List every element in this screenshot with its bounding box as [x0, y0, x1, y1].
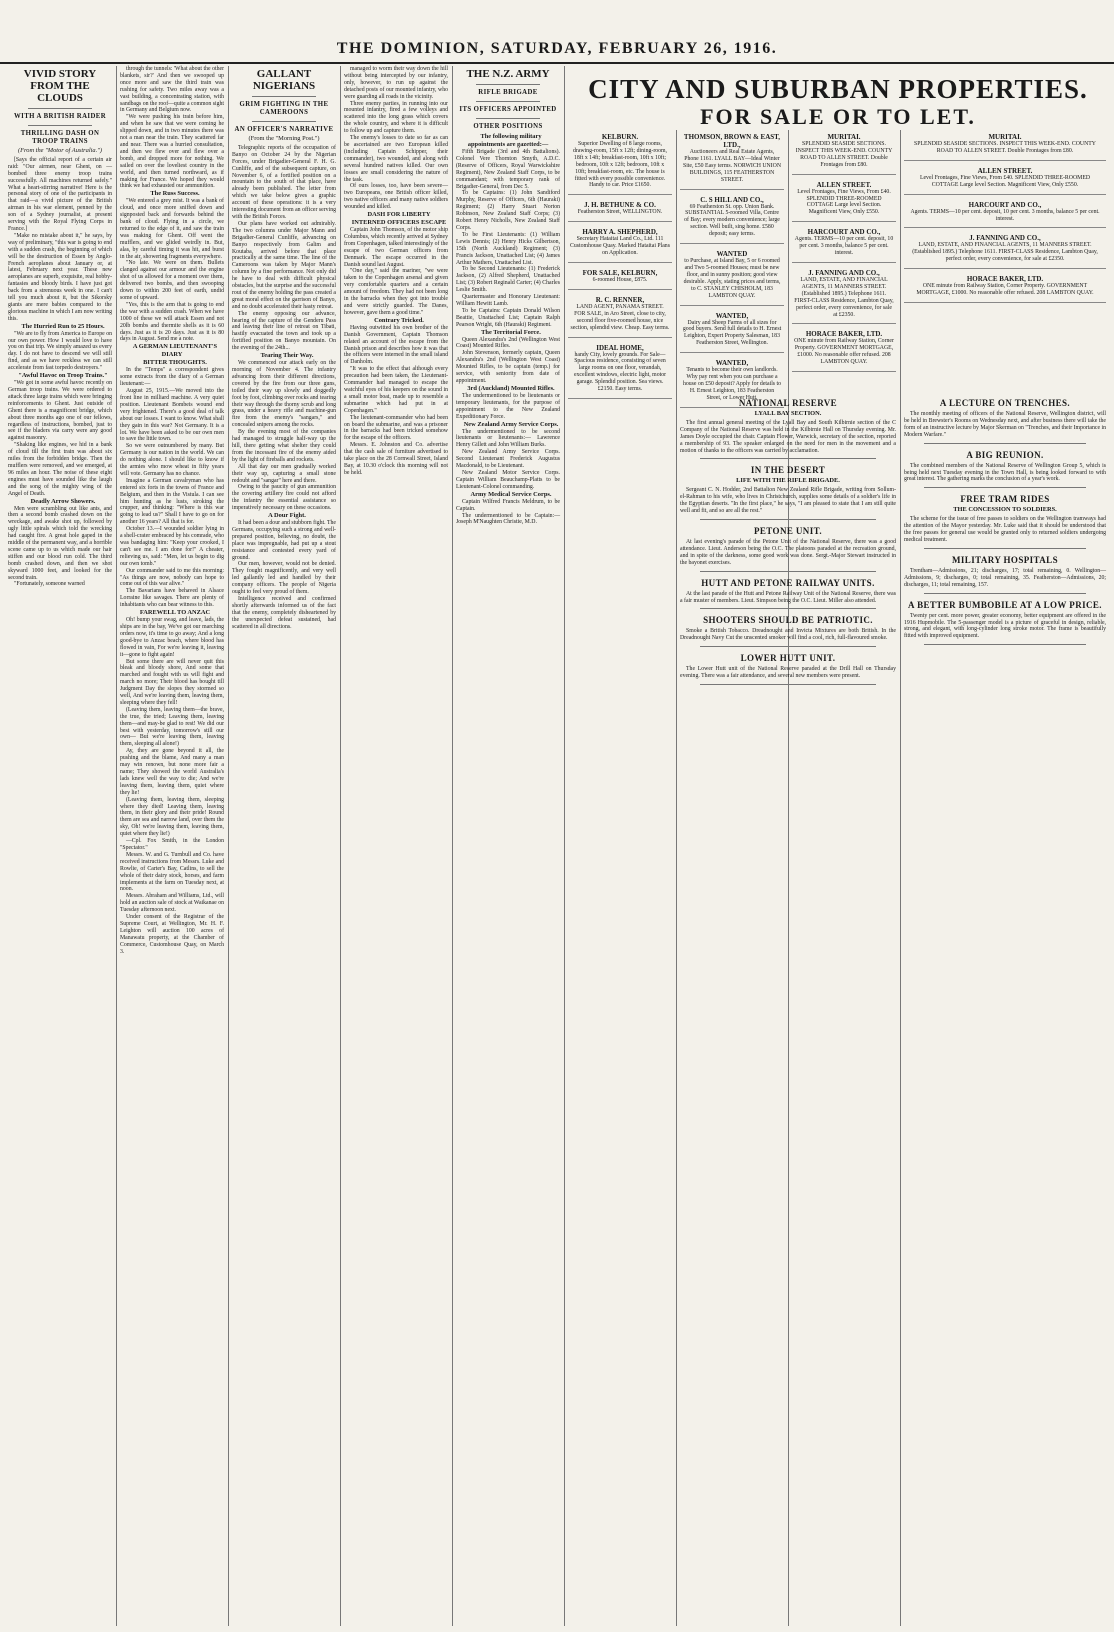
paragraph: John Stevenson, formerly captain, Queen Alexandra's 2nd (Wellington West Coast) Mounted Rifles, to be captain (temp.) for service, with seniority from date of appointment.	[456, 350, 560, 384]
paragraph: The lieutenant-commander who had been on board the submarine, and was a prisoner in the barracks had been tricked somehow for the escape of the officers.	[344, 414, 448, 442]
article-subtitle: LYALL BAY SECTION.	[754, 410, 822, 417]
paragraph: Our plans have worked out admirably. The two columns under Major Mann and Brigadier-General Cunliffe, advancing on Banyo respectively from Galim and Koutaba, arrived before that place practically at the same time. The line of the Cameroons was taken by Major Mann's column by a fine performance. Not only did he have to deal with difficult physical obstacles, but the surprise and the successful rout of the enemy holding the pass created a great moral effect on the garrison of Banyo, and no doubt accelerated their hasty retreat.	[232, 220, 336, 310]
section-subheading: The Hurried Run to 25 Hours.	[21, 322, 105, 330]
column-rule	[452, 66, 453, 1626]
paragraph: Having outwitted his own brother of the Danish Government, Captain Thomson related an account of the escape from the Danish prison and describes how it was that the officers were interned in the small island of Danholm.	[344, 324, 448, 366]
ad-advertiser: MURITAI.	[827, 133, 861, 141]
classified-ad	[680, 193, 784, 245]
classified-ad	[792, 266, 896, 324]
paragraph: Messrs. E. Johnston and Co. advertise that the cash sale of furniture advertised to take place on the 28 Cornwall Street, Island Bay, at 10.30 o'clock this morning will not be held.	[344, 442, 448, 476]
paragraph: Messrs. Abraham and Williams, Ltd., will hold an auction sale of stock at Waikanae on Tuesday afternoon next.	[120, 893, 224, 914]
section-subheading: The following military appointments are gazetted:—	[467, 133, 549, 148]
paragraph: "It was to the effect that although every precaution had been taken, the Lieutenant-Commander had managed to escape the watchful eyes of his keepers on the sound in a small motor boat, made up to resemble a submarine which had put in at Copenhagen."	[344, 366, 448, 414]
paragraph: Our men, however, would not be denied. They fought magnificently, and very well led gallantly led and handled by their company officers. The people of Nigeria ought to feel very proud of them.	[232, 561, 336, 596]
section-subheading: New Zealand Army Service Corps.	[463, 420, 559, 428]
column-2	[120, 66, 224, 1626]
article-body	[8, 157, 112, 588]
paragraph: Ay, they are gone beyond it all, the pushing and the blame, And many a man may win renown, but none more fair a name; They showed the world Australia's lads knew well the way to die; And we're leaving them, leaving them, quiet where they lie!	[120, 748, 224, 796]
news-articles-right	[904, 396, 1106, 1626]
headline-nz-army: THE N.Z. ARMY	[466, 68, 550, 80]
paragraph: (Leaving them, leaving them—the brave, the true, the tried; Leaving them, leaving them—and may-be glad to rest! We did our best with yesterday, tomorrow's still our own— But we're leaving them, leaving them, sleeping all alone!)	[120, 706, 224, 748]
column-4	[344, 66, 448, 1626]
section-subheading: Contrary Tricked.	[374, 316, 424, 324]
masthead-rule	[0, 62, 1114, 64]
news-articles-middle	[680, 396, 896, 1626]
article-text: The Lower Hutt unit of the National Reserve paraded at the Drill Hall on Thursday evening. There was a fair attendance, and several new members were present.	[680, 666, 896, 680]
news-article	[680, 653, 896, 685]
subhead-officers-appointed: ITS OFFICERS APPOINTED	[459, 106, 557, 113]
paragraph: To be Captains: (1) John Sandiford Murphy, Reserve of Officers, 6th (Hauraki) Regiment; (2) Harry Stuart Norton Robinson, New Zealand Staff Corps; (3) Robert Henry Nicholls, New Zealand Staff Corps.	[456, 190, 560, 231]
ad-text: Featherston Street, WELLINGTON.	[577, 209, 663, 216]
ad-text: Dairy and Sheep Farms of all sizes for good buyers. Send full details to H. Ernest Leighton, Expert Property Salesman, 183 Featherston Street, Wellington.	[682, 319, 782, 347]
paragraph: We commenced our attack early on the morning of November 4. The infantry advancing from their different directions, covered by the fire from our three guns, toiled their way up slowly and doggedly foot by foot, climbing over rocks and tearing their way through the thorny scrub and long grass, under a heavy rifle and machine-gun fire from the enemy's "sangars," and concealed snipers among the rocks.	[232, 360, 336, 429]
paragraph: "We are to fly from America to Europe on our own power. How I would love to have you on that trip. We simply amazed us every day. I do not have to descend we will still find, and as we have reckless we can still accelerate from fast torpedo destroyers."	[8, 330, 112, 372]
article-text: At the last parade of the Hutt and Petone Railway Unit of the National Reserve, there was a fair muster of members. Lieut. Simpson being the O.C. Lieut. Miller also attended.	[680, 590, 896, 604]
news-article	[904, 450, 1106, 489]
classified-ad	[680, 309, 784, 354]
section-subheading: A Dour Fight.	[268, 512, 306, 520]
article-text: The monthly meeting of officers of the National Reserve, Wellington district, will be held in Brewster's Rooms on Wednesday next, and after business there will take the form of an instructive lecture by Major Skerman on "Trenches, and their Importance in Modern Warfare."	[904, 411, 1106, 438]
column-rule	[228, 66, 229, 1626]
column-rule	[564, 66, 565, 1626]
classified-ad	[680, 130, 784, 190]
article-text: Trentham—Admissions, 21; discharges, 17; total remaining, 0. Wellington—Admissions, 9; discharges, 0; total remaining, 35. Featherston—Admissions, 20; discharges, 11; total remaining, 157.	[904, 567, 1106, 588]
paragraph: All that day our men gradually worked their way up, capturing a small stone redoubt and "sangar" here and there.	[232, 463, 336, 484]
ad-text: 69 Featherston St. opp. Union Bank. SUBSTANTIAL 5-roomed Villa, Centre of Bay; every modern convenience; large section. Well built, sing home. £580 deposit; easy terms.	[684, 203, 780, 238]
article-title: MILITARY HOSPITALS	[952, 554, 1058, 565]
news-article	[904, 494, 1106, 549]
paragraph: The enemy opposing our advance, hearing of the capture of the Genderu Pass and leaving their line of retreat on Tibati, hastily evacuated the town and took up a fortified position on Banyo mountain. On the evening of the 24th...	[232, 310, 336, 352]
ad-text: handy City, lovely grounds. For Sale—Spacious residence, consisting of seven large rooms on one floor, verandah, excellent windows, electric light, motor garage. Splendid position. Sea views. £2150. Easy terms.	[573, 351, 667, 393]
paragraph: "Fortunately, someone warned	[14, 581, 85, 588]
subhead-cameroons: GRIM FIGHTING IN THE CAMEROONS	[239, 101, 329, 116]
headline-gallant-nigerians: GALLANT NIGERIANS	[252, 68, 316, 92]
ad-text: 6-roomed House, £875.	[592, 276, 648, 283]
ad-advertiser: ALLEN STREET.	[977, 166, 1033, 175]
ad-text: Tenants to become their own landlords. Why pay rent when you can purchase a house on £50 deposit? Apply for details to H. Ernest Leighton, 183 Featherston Street, or Lower Hutt.	[682, 367, 782, 401]
ad-text: LAND AGENT, PANAMA STREET. FOR SALE, in Aro Street, close to city, second floor five-roomed house, nice section, splendid view. Cheap. Easy terms.	[570, 303, 670, 331]
paragraph: "Shaking like engines, we hid in a bank of cloud till the first train was about six miles from the forbidden bridge. Then the mufflers were removed, and we emerged, at 96 miles an hour. The noise of these eight engines must have sounded like the laugh and the song of the mighty wing of the Angel of Death.	[8, 442, 112, 497]
article-title: SHOOTERS SHOULD BE PATRIOTIC.	[703, 615, 873, 626]
article-title: A LECTURE ON TRENCHES.	[939, 398, 1071, 408]
subhead-troop-trains: THRILLING DASH ON TROOP TRAINS	[20, 130, 100, 145]
ad-advertiser: J. FANNING AND CO.,	[808, 268, 880, 277]
news-article	[904, 555, 1106, 594]
column-rule	[676, 130, 677, 1626]
article-title: A BIG REUNION.	[966, 449, 1044, 460]
source-line: (From the "Morning Post.")	[248, 135, 320, 142]
classified-ads-far-right	[904, 130, 1106, 390]
ad-advertiser: WANTED,	[715, 311, 749, 320]
section-subheading: 3rd (Auckland) Mounted Rifles.	[467, 384, 555, 392]
paragraph: Three enemy parties, in running into our mounted infantry, fired a few volleys and scattered into the long grass which covers the whole country, and where it is difficult to follow up and capture them.	[344, 100, 448, 135]
paragraph: The Bavarians have behaved in Alsace Lorraine like savages. There are plenty of inhabitants who can bear witness to this.	[120, 588, 224, 609]
article-text: Twenty per cent. more power, greater economy, better equipment are offered in the 1916 Hupmobile. The 5-passenger model is a picture of graceful in design, reliable, strong, and elegant, with long-cylinder long stroke motor. The frame is beautifully fitted with improved equipment.	[904, 612, 1106, 640]
ad-text: LAND, ESTATE, AND FINANCIAL AGENTS, 11 MANNERS STREET. (Established 1895.) Telephone 1611. FIRST-CLASS Residence, Lambton Quay, perfect order, every convenience, for sale at £2350.	[912, 242, 1098, 263]
divider	[700, 684, 876, 685]
article-title: NATIONAL RESERVE	[738, 398, 838, 408]
classified-ads-left	[568, 130, 672, 1626]
article-subtitle: THE CONCESSION TO SOLDIERS.	[953, 506, 1057, 514]
divider	[252, 121, 316, 122]
ad-text: Agents. TERMS—10 per cent. deposit, 10 per cent. 3 months, balance 5 per cent. interest.	[794, 236, 894, 257]
divider	[476, 118, 540, 119]
paragraph: It had been a dour and stubborn fight. The Germans, occupying such a strong and well-prepared position, believing, no doubt, the place was impregnable, had put up a stout resistance and contested every yard of ground.	[232, 520, 336, 561]
ad-advertiser: MURITAI.	[988, 133, 1022, 141]
paragraph: Messrs. W. and G. Turnbull and Co. have received instructions from Messrs. Luke and Rowlie, of Carter's Bay, Catlins, to sell the whole of their dairy stock, horses, and farm implements at the farm on Tuesday next, at noon.	[120, 851, 224, 893]
banner-city-suburban: CITY AND SUBURBAN PROPERTIES.	[588, 74, 1088, 104]
divider	[924, 487, 1086, 488]
paragraph: To be Second Lieutenants: (1) Frederick Jackson, (2) Alfred Shepherd, Unattached List; (3) Robert Reginald Carter; (4) Charles Leslie Smith.	[456, 266, 560, 294]
news-article	[680, 526, 896, 572]
ad-advertiser: ALLEN STREET.	[816, 180, 872, 189]
paragraph: "Yes, this is the arm that is going to end the war with a sudden crash. When we have 1000 of these we will attack Essen and not 20lb bombs and thermite shells as it is 60 days. Just as it is 20 days. Just as it is 80 days in August. Send me a note.	[120, 301, 224, 343]
ad-advertiser: C. S HILL AND CO.,	[700, 195, 764, 204]
article-body	[120, 66, 224, 955]
classified-ad	[792, 130, 896, 175]
ad-advertiser: KELBURN.	[601, 133, 639, 141]
divider	[924, 644, 1086, 645]
section-subheading: A GERMAN LIEUTENANT'S DIARY	[132, 343, 218, 359]
article-text: Sergeant C. N. Hodder, 2nd Battalion New Zealand Rifle Brigade, writing from Sollum-el-Rahman to his wife, who lives in Christchurch, supplies some details of a soldier's life in the Egyptian deserts. "In the first place," he says, "I am pleased to state that I am still quite well and fit, and so are all the rest."	[680, 487, 896, 515]
paragraph: Captain Wilfred Francis Meldrum, to be Captain.	[456, 498, 560, 512]
divider	[476, 84, 540, 85]
paragraph: Captain John Thomson, of the motor ship Columbus, which recently arrived at Sydney from Copenhagen, talked interestingly of the escape of two German officers from Denmark. The escape occurred in the Danish sound last August.	[344, 227, 448, 268]
section-subheading: BITTER THOUGHTS.	[143, 359, 207, 367]
article-text: Smoke a British Tobacco. Dreadnought and Invicta Mixtures are both British. In the Dreadnought Navy Cut the unscented smoker will find a cool, rich, full-flavoured smoke.	[680, 628, 896, 642]
article-title: FREE TRAM RIDES	[960, 494, 1050, 505]
ad-text: Level Frontages, Fine Views, From £40. SPLENDID THREE-ROOMED COTTAGE Large level Section. Magnificent View, Only £550.	[919, 174, 1091, 188]
ad-advertiser: FOR SALE, KELBURN,	[582, 268, 658, 277]
paragraph: (Leaving them, leaving them, sleeping where they died! Leaving them, leaving them, in their glory and their pride! Round them are sea and narrow land, over them the sky, Oh! we're leaving them, leaving them, quiet where they lie!)	[120, 796, 224, 838]
section-subheading: INTERNED OFFICERS ESCAPE	[351, 219, 447, 227]
section-subheading: Tearing Their Way.	[260, 352, 314, 360]
paragraph: "We entered a grey mist. It was a bank of cloud, and once more sniffed down and signposted back and forwards behind the bank of cloud. Flying in a circle, we returned to the edge of it, and saw the train was making for Ghent. Off went the mufflers, and we glided weirdly in. But, alas, by careful timing it was hit, and burst in the air, showering fragments everywhere.	[120, 198, 224, 260]
classified-ads-middle	[680, 130, 784, 401]
subhead-officer-narrative: AN OFFICER'S NARRATIVE	[234, 126, 334, 133]
divider	[924, 548, 1086, 549]
paragraph: "Make no mistake about it," he says, by way of preliminary, "this war is going to end with a sudden crash, the beginning of which will be the destruction of Essen by Anglo-French aeroplanes about January or, at latest, February next year. These new aeroplanes are superb, exquisite, real hobby-fantasies and bloody birds. I have just got back from a strenuous week in one. I can't tell you much about it, but the Sikorsky giants are mere babies compared to the glorious machine in which I am now writing this.	[8, 232, 112, 322]
paragraph: Intelligence received and confirmed shortly afterwards informed us of the fact that the enemy, completely disheartened by the unexpected defeat sustained, had scattered in all directions.	[232, 596, 336, 630]
ad-advertiser: HARRY A. SHEPHERD,	[582, 228, 658, 237]
classified-ad	[792, 327, 896, 372]
paragraph: Under consent of the Registrar of the Supreme Court, at Wellington, Mr. H. F. Leighton will auction 100 acres of Manawatu property, at the Chamber of Commerce, Customhouse Quay, on March 3.	[120, 914, 224, 955]
subhead-other-positions: OTHER POSITIONS	[473, 123, 543, 130]
paragraph: Quartermaster and Honorary Lieutenant: William Hewitt Lamb.	[456, 294, 560, 307]
paragraph: To be First Lieutenants: (1) William Lewis Dennis; (2) Henry Hicks Gilbertson, 15th (North Auckland) Regiment; (3) Francis Jackson, Unattached List; (4) James Arthur Mathers, Unattached List.	[456, 231, 560, 266]
article-text: At last evening's parade of the Petone Unit of the National Reserve, there was a good attendance. Lieut. Anderson being the O.C. The platoons paraded at the recreation ground, and in spite of the darkness, some good work was done. Sergt.-Major Stewart instructed in the bayonet exercises.	[680, 538, 896, 566]
paragraph: [Says the official report of a certain air raid: "Our airmen, near Ghent, on — bombed three enemy troop trains successfully. All machines returned safely." What a heart-stirring narrative! Here is the personal story of one of the participants in that raid—a vivid picture of the British airman in his war element, penned by the son of a Sydney journalist, at present serving with the Royal Flying Corps in France.]	[8, 156, 112, 232]
classified-ad	[904, 231, 1106, 269]
divider	[28, 125, 92, 126]
paragraph: Our commander said to me this morning: "As things are now, nobody can hope to come out of this war alive."	[120, 567, 224, 588]
column-1	[8, 66, 112, 1626]
article-title: HUTT AND PETONE RAILWAY UNITS.	[701, 577, 875, 588]
paragraph: October 13.—I wounded soldier lying in a shell-crater embraced by his comrade, who was bandaging him: "Keep your crooked, I can't see me. I am done for!" A cheater, relieving us, said: "Men, let us begin to dig our own tomb."	[120, 526, 224, 567]
article-title: A BETTER BUMBOBILE AT A LOW PRICE.	[908, 599, 1102, 610]
ad-advertiser: HARCOURT AND CO.,	[807, 228, 881, 237]
classified-ad	[904, 130, 1106, 161]
ad-text: ONE minute from Railway Station, Corner Property. GOVERNMENT MORTGAGE, £1000. No reasonable offer refused. 208 LAMBTON QUAY.	[794, 338, 894, 366]
ad-advertiser: J. FANNING AND CO.,	[969, 234, 1041, 243]
news-article	[680, 615, 896, 647]
section-subheading: Army Medical Service Corps.	[470, 490, 552, 498]
column-rule	[116, 66, 117, 1626]
section-subheading: DASH FOR LIBERTY	[367, 211, 431, 219]
article-body	[344, 66, 448, 477]
divider	[700, 571, 876, 572]
column-5	[456, 66, 560, 1626]
masthead: THE DOMINION, SATURDAY, FEBRUARY 26, 1916.	[336, 40, 778, 57]
news-article	[904, 600, 1106, 646]
divider	[700, 519, 876, 520]
paragraph: New Zealand Army Service Corps. Second Lieutenant Frederick Augustus Macdonald, to be Lieutenant.	[456, 449, 560, 470]
article-text: The combined members of the National Reserve of Wellington Group 5, which is being held next Tuesday evening in the Town Hall, is being looked forward to with great interest. The gathering marks the conclusion of a year's work.	[904, 462, 1106, 483]
classified-ad	[904, 272, 1106, 303]
paragraph: The undermentioned to be lieutenants or temporary lieutenants, for the purpose of appointment to the New Zealand Expeditionary Force.	[456, 392, 560, 420]
paragraph: The enemy's losses to date so far as can be ascertained are two European killed (including Captain Schipper, their commander), two wounded, and along with several hundred natives killed. Our own losses are small considering the nature of the task.	[344, 135, 448, 183]
section-subheading: The Russ Success.	[150, 190, 200, 198]
paragraph: The undermentioned to be Captain:— Joseph M'Naughten Christie, M.D.	[456, 512, 560, 526]
paragraph: Telegraphic reports of the occupation of Banyo on October 24 by the Nigerian Forces, under Brigadier-General F. H. G. Cunliffe, and of the subsequent capture, on November 6, of a fortified position on a mountain to the south of that place, have already been published. The letter from which we take below gives a graphic account of these operations: it is a very interesting document from an officer serving with the British Forces.	[232, 144, 336, 220]
headline-vivid-story: VIVID STORY FROM THE CLOUDS	[23, 68, 97, 104]
ad-advertiser: HARCOURT AND CO.,	[968, 200, 1042, 209]
paragraph: August 25, 1915.—We moved into the front line in milliard machine. A very quiet position. Lieutenant Bombeis wound end very frightened. There's a good deal of talk about our losses. I want to know. What shall they gain in this war? Not Germany. It is a lot. We have been asked to be our own men to save the little town.	[120, 388, 224, 443]
paragraph: So we were outnumbered by many. But Germany is our nation in the world. We can do nothing alone. I should like to know if the armies who mow wheat in fifty years will vote. Germany has no chance.	[120, 443, 224, 477]
ad-advertiser: IDEAL HOME,	[596, 343, 644, 352]
ad-advertiser: HORACE BAKER, LTD.	[805, 330, 883, 339]
divider	[28, 108, 92, 109]
ad-text: SPLENDID SEASIDE SECTIONS. INSPECT THIS WEEK-END. COUNTY ROAD TO ALLEN STREET. Double Frontages from £80.	[914, 141, 1096, 154]
classified-ad	[792, 178, 896, 223]
paragraph: "One day," said the mariner, "we were taken to the Copenhagen arsenal and given very comfortable quarters and a certain amount of freedom. They had not been long in the barracks when they got into trouble and were strictly guarded. The Danes, however, gave them a good time."	[344, 268, 448, 316]
paragraph: Imagine a German cavalryman who has entered six forts in the towns of France and Belgium, and then in the Vistula. I can see him hunting as he lusts, stroking the crupper, and thinking: "Where is this war going to lead us?" Shall I have to go on for another 16 years? All that is for.	[120, 477, 224, 526]
classified-ad	[568, 266, 672, 290]
divider	[700, 608, 876, 609]
divider	[476, 101, 540, 102]
news-article	[680, 578, 896, 610]
classified-ad	[568, 198, 672, 222]
paragraph: through the tunnels: 'What about the other blankets, sir?' And then we swooped up once more and saw the third train was rushing for safety. Two miles away was a vast building, a concentrating station, with sandbags on the roof—quite a common sight in Germany and Belgium now.	[120, 66, 225, 114]
classified-ad	[904, 198, 1106, 229]
source-line: (From the "Motor of Australia.")	[17, 147, 102, 154]
section-subheading: Deadly Arrow Showers.	[30, 497, 96, 505]
ad-advertiser: R. C. RENNER,	[595, 295, 645, 304]
ad-text: Secretary Hataitai Land Co., Ltd. 111 Customhouse Quay. Marked Hataitai Plans on Application.	[570, 236, 670, 257]
paragraph: "We got in some awful havoc recently on German troop trains. We were ordered to attack three large trains which were bringing reinforcements to Ghent. Just outside of Ghent there is a magnificent bridge, which about three months ago one of our fellows, regardless of instructions, bombed, just to see if the bladers via carry were any good against masonry.	[8, 380, 112, 442]
ad-advertiser: J. H. BETHUNE & CO.	[584, 201, 656, 210]
divider	[700, 458, 876, 459]
ad-advertiser: WANTED,	[715, 359, 749, 368]
article-title: PETONE UNIT.	[754, 525, 822, 536]
banner-for-sale: FOR SALE OR TO LET.	[700, 104, 976, 129]
divider	[924, 593, 1086, 594]
divider	[924, 443, 1086, 444]
classified-ad	[904, 164, 1106, 195]
paragraph: To be Captains: Captain Donald Wilson Beattie, Unattached List; Captain Ralph Pearson Wright, 6th (Hauraki) Regiment.	[456, 307, 560, 328]
paragraph: "We were pushing his train before him, and when he saw that we were coming he slipped down, and in two minutes there was not a man near the train. They scattered far and near. There was a hurried consultation, and then we flew over and flew over a bomb, and dropped more for nothing. We sailed on over the loveliest country in the world, and then turned northward, as if making for France. We hoped they would think we had exhausted our ammunition.	[120, 114, 224, 190]
ad-text: SPLENDID SEASIDE SECTIONS. INSPECT THIS WEEK-END. COUNTY ROAD TO ALLEN STREET. Double Frontages from £80.	[795, 141, 893, 168]
classified-ad	[568, 225, 672, 263]
divider	[252, 96, 316, 97]
ad-text: Superior Dwelling of 8 large rooms, drawing-room, 15ft x 12ft; dining-room, 18ft x 14ft; breakfast-room, 10ft x 10ft; bedroom, 10ft x 12ft; bedroom, 10ft x 10ft; breakfast-room, etc. The house is fitted with every possible convenience. Handy to car. Price £1650.	[572, 141, 668, 189]
ad-text: Auctioneers and Real Estate Agents, Phone 1161. LYALL BAY—Ideal Winter Site, £50 Easy terms. NORWICH UNION BUILDINGS, 115 FEATHERSTON STREET.	[682, 149, 782, 183]
news-article	[680, 465, 896, 520]
article-body	[456, 133, 560, 526]
paragraph: Men were scrambling out like ants, and then a second bomb crashed down on the wreckage, and awake shot up, followed by ugly little spirals which told the wrecking had caught fire. A great hole gaped in the middle of the permanent way, and a horrible scene came up to us which made our hair stiffen and our blood run cold. The third bomb crashed down, and then we shot skyward 1000 feet, and looked for the second train.	[8, 505, 112, 581]
paragraph: But some there are will never quit this bleak and bloody shore, And some that marched and fought with us will fight and march no more; Their blood has bought till Judgment Day the slopes they stormed so well, And we're leaving them, leaving them, sleeping where they fell!	[120, 658, 224, 706]
paragraph: Oh! bump your swag, and leave, lads, the ships are in the bay, We've got our marching orders now, it's time to go away; And a long good-bye to Anzac beach, where blood has flowed in vain, For we're leaving it, leaving it—gone to fight again!	[120, 617, 224, 658]
classified-ad	[792, 225, 896, 263]
classified-ads-right	[792, 130, 896, 390]
ad-text: Agents. TERMS—10 per cent. deposit, 10 per cent. 3 months, balance 5 per cent. interest.	[910, 208, 1100, 222]
paragraph: Queen Alexandra's 2nd (Wellington West Coast) Mounted Rifles.	[456, 336, 560, 350]
classified-ad	[568, 341, 672, 399]
section-subheading: "Awful Havoc on Troop Trains."	[18, 372, 108, 380]
column-rule	[900, 130, 901, 1626]
paragraph: In the "Temps" a correspondent gives some extracts from the diary of a German lieutenant:—	[120, 367, 224, 388]
classified-ad	[680, 247, 784, 305]
ad-text: to Purchase, at Island Bay, 5 or 6 roomed and Two 5-roomed Houses; must be new floor, and in sunny position; good view desirable. Apply, stating prices and terms, to C. STANLEY CHISHOLM, 183 LAMBTON QUAY.	[683, 258, 781, 299]
section-subheading: FAREWELL TO ANZAC	[139, 609, 211, 617]
paragraph: Fifth Brigade (3rd and 4th Battalions). Colonel Vere Thornton Smyth, A.D.C. (Reserve of Officers, Royal Warwickshire Regiment), New Zealand Staff Corps, to be commandant; with temporary rank of Brigadier-General, from Dec 5.	[456, 149, 560, 190]
ad-advertiser: HORACE BAKER, LTD.	[966, 275, 1044, 284]
article-subtitle: LIFE WITH THE RIFLE BRIGADE.	[736, 477, 840, 485]
paragraph: managed to worm their way down the hill without being intercepted by our infantry, only, however, to run up against the detached posts of our mounted infantry, who were guarding all roads in the vicinity.	[344, 66, 448, 100]
subhead-rifle-brigade: RIFLE BRIGADE	[478, 89, 538, 96]
column-rule	[340, 66, 341, 1626]
ad-text: ONE minute from Railway Station, Corner Property. GOVERNMENT MORTGAGE, £1000. No reasonable offer refused. 208 LAMBTON QUAY.	[916, 283, 1094, 297]
ad-text: LAND, ESTATE, AND FINANCIAL AGENTS, 11 MANNERS STREET. (Established 1895.) Telephone 1611. FIRST-CLASS Residence, Lambton Quay, perfect order, every convenience, for sale at £2350.	[794, 276, 894, 318]
classified-ad	[568, 130, 672, 195]
paragraph: —Cpl. Fox Smith, in the London "Spectator."	[120, 838, 224, 851]
news-article	[904, 398, 1106, 444]
paragraph: "No late. We were on them. Bullets clanged against our armour and the engine shot of us allowed for a moment over them, delivered two bombs, and then swooping down to within 200 feet of earth, undid some of upward.	[120, 260, 224, 301]
paragraph: By the evening most of the companies had managed to struggle half-way up the hill, there getting what shelter they could from the incessant fire of the enemy aided by the light of fireballs and rockets.	[232, 429, 336, 463]
paragraph: Of ours losses, too, have been severe—two Europeans, one British officer killed, two native officers and many native soldiers wounded and killed.	[344, 183, 448, 211]
paragraph: Owing to the paucity of gun ammunition the covering artillery fire could not afford the infantry the essential assistance so imperatively necessary on these occasions.	[232, 484, 336, 512]
ad-text: Level Frontages, Fine Views, From £40. SPLENDID THREE-ROOMED COTTAGE Large level Section. Magnificent View, Only £550.	[797, 188, 891, 216]
section-subheading: The Territorial Force.	[481, 328, 541, 336]
news-article	[680, 398, 896, 459]
divider	[700, 646, 876, 647]
subhead-british-raider: WITH A BRITISH RAIDER	[13, 113, 107, 120]
column-3	[232, 66, 336, 1626]
paragraph: The undermentioned to be second lieutenants or lieutenants:— Lawrence Henry Gillett and John William Burks.	[456, 428, 560, 449]
ad-advertiser: WANTED	[716, 250, 748, 259]
paragraph: New Zealand Motor Service Corps. Captain William Beauchamp-Platts to be Lieutenant-Colonel commanding.	[456, 469, 560, 490]
article-title: LOWER HUTT UNIT.	[740, 653, 836, 664]
article-body	[232, 145, 336, 631]
ad-advertiser: THOMSON, BROWN & EAST, LTD.,	[683, 133, 781, 149]
article-text: The first annual general meeting of the Lyall Bay and South Kilbirnie section of the C Company of the National Reserve was held in the Kilbirnie Hall on Thursday evening. Mr. James Doyle occupied the chair. Captain Flower, Warwick, secretary of the section, reported a membership of 93. The speaker enlarged on the need for men in the movement and a motion of thanks to the officers was carried by acclamation.	[680, 419, 896, 454]
classified-ad	[568, 293, 672, 338]
article-title: IN THE DESERT	[750, 465, 826, 476]
article-text: The scheme for the issue of free passes to soldiers on the Wellington tramways had the attention of the Mayor yesterday. Mr. Luke said that it should be understood that the free passes for general use would be granted only to returned soldiers undergoing medical treatment.	[904, 516, 1106, 543]
